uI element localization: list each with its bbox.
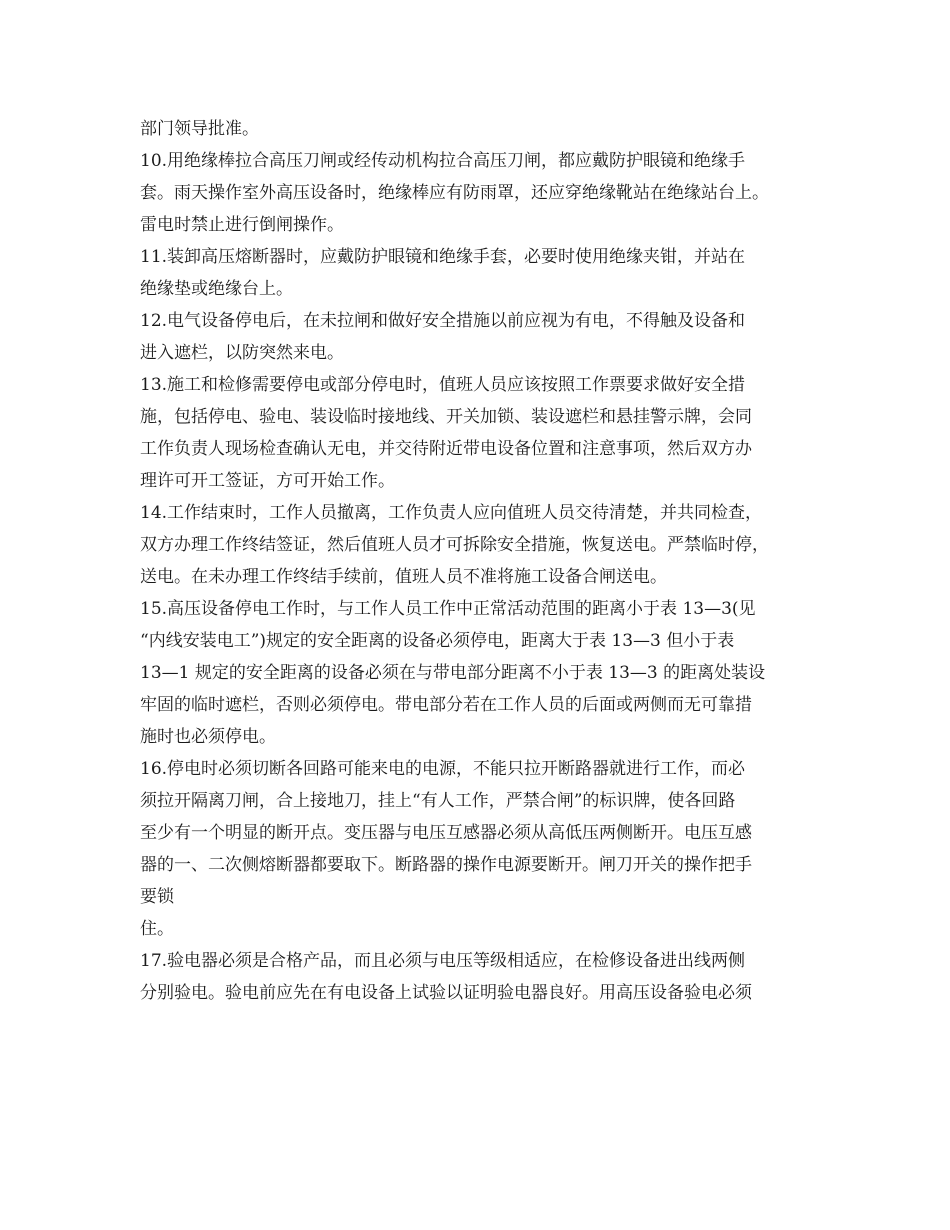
text-line: 送电。在未办理工作终结手续前，值班人员不准将施工设备合闸送电。 <box>140 567 667 587</box>
text-line: 器的一、二次侧熔断器都要取下。断路器的操作电源要断开。闸刀开关的操作把手 <box>140 855 752 875</box>
text-line: 16.停电时必须切断各回路可能来电的电源，不能只拉开断路器就进行工作，而必 <box>140 759 746 779</box>
text-line: 施，包括停电、验电、装设临时接地线、开关加锁、装设遮栏和悬挂警示牌，会同 <box>140 407 752 427</box>
document-body <box>140 113 830 1009</box>
text-line: 工作负责人现场检查确认无电，并交待附近带电设备位置和注意事项，然后双方办 <box>140 439 752 459</box>
text-line: 理许可开工签证，方可开始工作。 <box>140 471 395 491</box>
text-line: 13—1 规定的安全距离的设备必须在与带电部分距离不小于表 13—3 的距离处装设 <box>140 663 766 683</box>
text-line: “内线安装电工”)规定的安全距离的设备必须停电，距离大于表 13—3 但小于表 <box>140 631 735 651</box>
text-line: 绝缘垫或绝缘台上。 <box>140 279 293 299</box>
text-line: 10.用绝缘棒拉合高压刀闸或经传动机构拉合高压刀闸，都应戴防护眼镜和绝缘手 <box>140 151 746 171</box>
text-line: 15.高压设备停电工作时，与工作人员工作中正常活动范围的距离小于表 13—3(见 <box>140 599 756 619</box>
text-line: 须拉开隔离刀闸，合上接地刀，挂上“有人工作，严禁合闸”的标识牌，使各回路 <box>140 791 736 811</box>
text-line: 住。 <box>140 919 174 939</box>
text-line: 14.工作结束时，工作人员撤离，工作负责人应向值班人员交待清楚，并共同检查， <box>140 503 763 523</box>
text-line: 11.装卸高压熔断器时，应戴防护眼镜和绝缘手套，必要时使用绝缘夹钳，并站在 <box>140 247 746 267</box>
text-line: 13.施工和检修需要停电或部分停电时，值班人员应该按照工作票要求做好安全措 <box>140 375 746 395</box>
text-line: 至少有一个明显的断开点。变压器与电压互感器必须从高低压两侧断开。电压互感 <box>140 823 752 843</box>
text-line: 17.验电器必须是合格产品，而且必须与电压等级相适应，在检修设备进出线两侧 <box>140 951 746 971</box>
text-line: 12.电气设备停电后，在未拉闸和做好安全措施以前应视为有电，不得触及设备和 <box>140 311 746 331</box>
text-line: 进入遮栏，以防突然来电。 <box>140 343 344 363</box>
text-line: 牢固的临时遮栏，否则必须停电。带电部分若在工作人员的后面或两侧而无可靠措 <box>140 695 752 715</box>
text-line: 分别验电。验电前应先在有电设备上试验以证明验电器良好。用高压设备验电必须 <box>140 983 752 1003</box>
text-line: 要锁 <box>140 887 174 907</box>
text-line: 双方办理工作终结签证，然后值班人员才可拆除安全措施，恢复送电。严禁临时停， <box>140 535 769 555</box>
text-line: 雷电时禁止进行倒闸操作。 <box>140 215 344 235</box>
text-line: 套。雨天操作室外高压设备时，绝缘棒应有防雨罩，还应穿绝缘靴站在绝缘站台上。 <box>140 183 769 203</box>
text-line: 施时也必须停电。 <box>140 727 276 747</box>
text-line: 部门领导批准。 <box>140 119 259 139</box>
